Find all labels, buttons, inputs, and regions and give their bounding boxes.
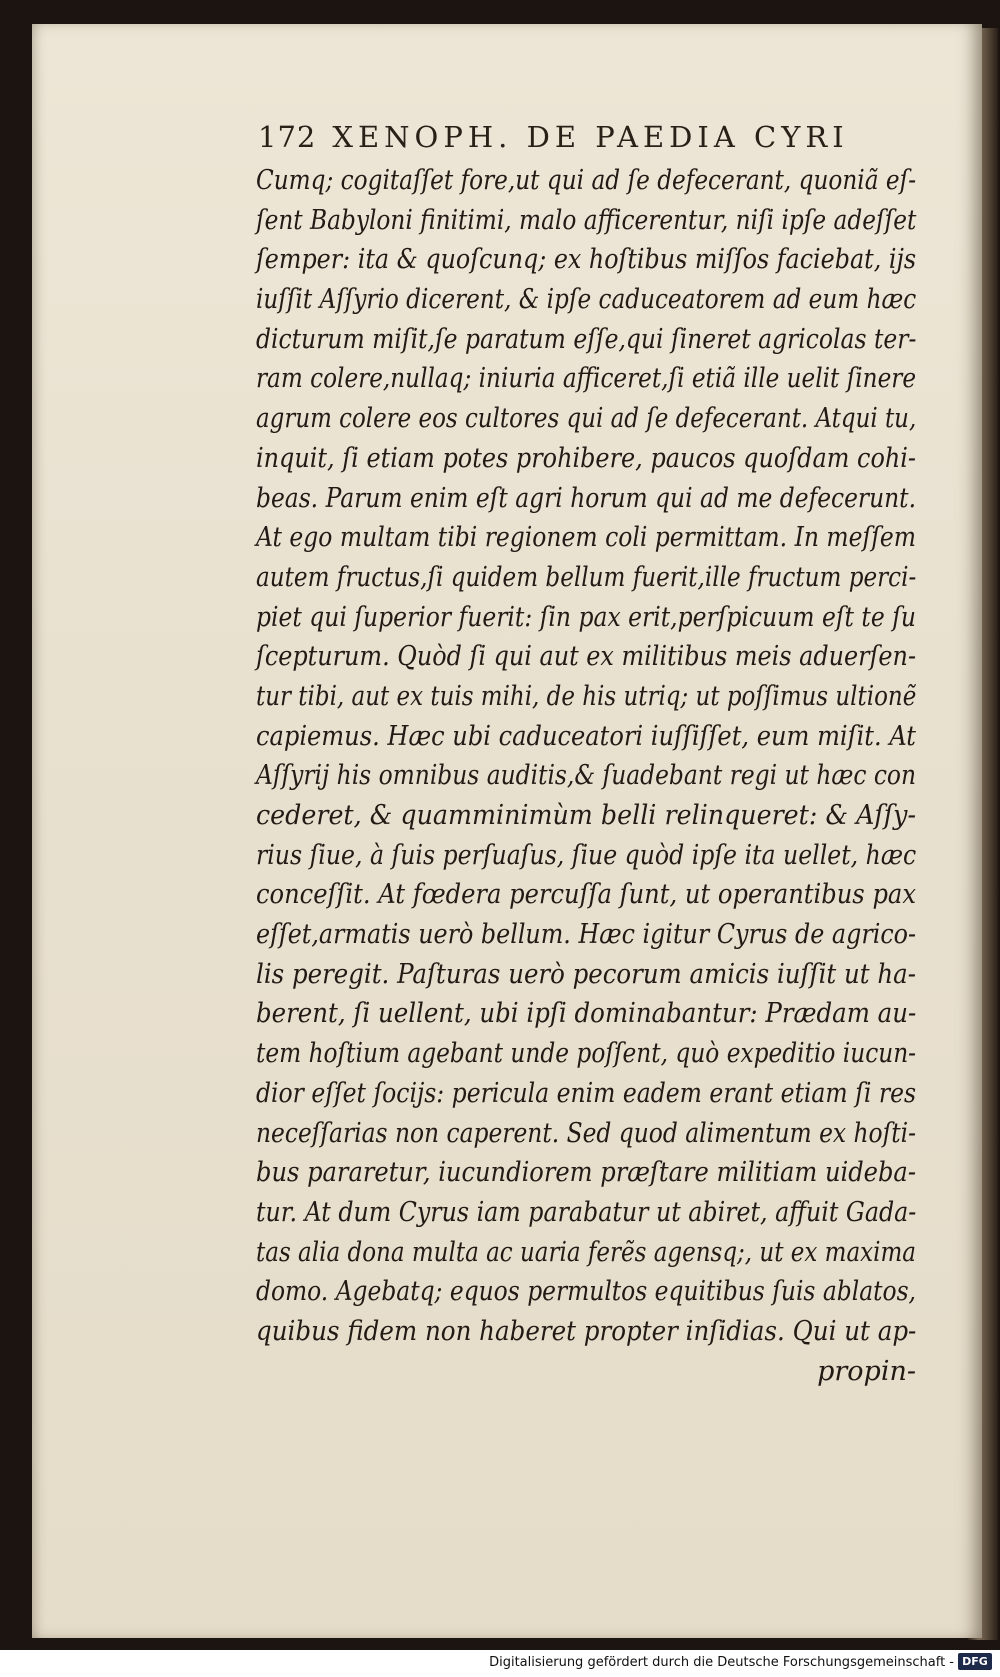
text-line: rius ſiue, à ſuis perſuaſus, ſiue quòd ipſe ita uellet, hæc <box>256 839 917 871</box>
text-line: eſſet,armatis uerò bellum. Hæc igitur Cyrus de agrico- <box>256 919 917 951</box>
text-line: capiemus. Hæc ubi caduceatori iuſſiſſet, eum miſit. At <box>256 720 917 752</box>
book-page <box>32 24 982 1638</box>
funding-notice: Digitalisierung gefördert durch die Deutsche Forschungsgemeinschaft - <box>489 1655 954 1670</box>
text-line: ſent Babyloni finitimi, malo afficerentur, niſi ipſe adeſſet <box>256 204 917 236</box>
page-number: 172 <box>258 120 317 154</box>
text-line: ſcepturum. Quòd ſi qui aut ex militibus meis aduerſen- <box>256 641 917 673</box>
text-line: lis peregit. Paſturas uerò pecorum amicis iuſſit ut ha- <box>256 958 916 990</box>
text-line: tur tibi, aut ex tuis mihi, de his utriq; ut poſſimus ultionẽ <box>256 680 917 712</box>
text-line: inquit, ſi etiam potes prohibere, paucos quoſdam cohi- <box>256 442 916 474</box>
text-line: dicturum miſit,ſe paratum eſſe,qui ſineret agricolas ter- <box>256 323 917 355</box>
text-line: Aſſyrij his omnibus auditis,& ſuadebant regi ut hæc con <box>256 760 917 792</box>
text-line: Cumq; cogitaſſet fore,ut qui ad ſe defecerant, quoniã eſ- <box>256 165 917 196</box>
text-line: ram colere,nullaq; iniuria afficeret,ſi etiã ille uelit ſinere <box>256 363 917 395</box>
dfg-logo: DFG <box>958 1653 992 1670</box>
text-line: tur. At dum Cyrus iam parabatur ut abiret, affuit Gada- <box>256 1196 917 1228</box>
text-line: tas alia dona multa ac uaria ferẽs agensq;, ut ex maxima <box>256 1236 917 1268</box>
text-line: tem hoſtium agebant unde poſſent, quò expeditio iucun- <box>256 1038 917 1070</box>
text-line: autem fructus,ſi quidem bellum fuerit,ille fructum perci- <box>256 561 917 593</box>
text-line: domo. Agebatq; equos permultos equitibus ſuis ablatos, <box>256 1276 916 1308</box>
body-text <box>256 161 916 1391</box>
text-line: At ego multam tibi regionem coli permittam. In meſſem <box>256 522 916 554</box>
text-line: neceſſarias non caperent. Sed quod alimentum ex hoſti- <box>256 1117 916 1149</box>
text-line: agrum colere eos cultores qui ad ſe defecerant. Atqui tu, <box>256 403 917 435</box>
catchword: propin- <box>817 1355 916 1387</box>
text-line: piet qui ſuperior fuerit: ſin pax erit,perſpicuum eſt te ſu <box>256 601 916 633</box>
text-line: iuſſit Aſſyrio dicerent, & ipſe caduceatorem ad eum hæc <box>256 284 917 316</box>
text-line: quibus fidem non haberet propter inſidias. Qui ut ap- <box>256 1315 917 1347</box>
text-line: cederet, & quamminimùm belli relinqueret: & Aſſy- <box>256 800 916 831</box>
text-line: berent, ſi uellent, ubi ipſi dominabantur: Prædam au- <box>256 998 917 1030</box>
text-line: beas. Parum enim eſt agri horum qui ad me defecerunt. <box>256 482 916 514</box>
text-line: bus pararetur, iucundiorem præſtare militiam uideba- <box>256 1157 916 1189</box>
text-line: conceſſit. At fœdera percuſſa ſunt, ut operantibus pax <box>256 879 916 911</box>
text-line: dior eſſet ſocijs: pericula enim eadem erant etiam ſi res <box>256 1077 917 1109</box>
running-head <box>258 120 878 156</box>
running-title: XENOPH. DE PAEDIA CYRI <box>332 120 849 154</box>
text-line: ſemper: ita & quoſcunq; ex hoſtibus miſſos faciebat, iјs <box>256 244 917 276</box>
